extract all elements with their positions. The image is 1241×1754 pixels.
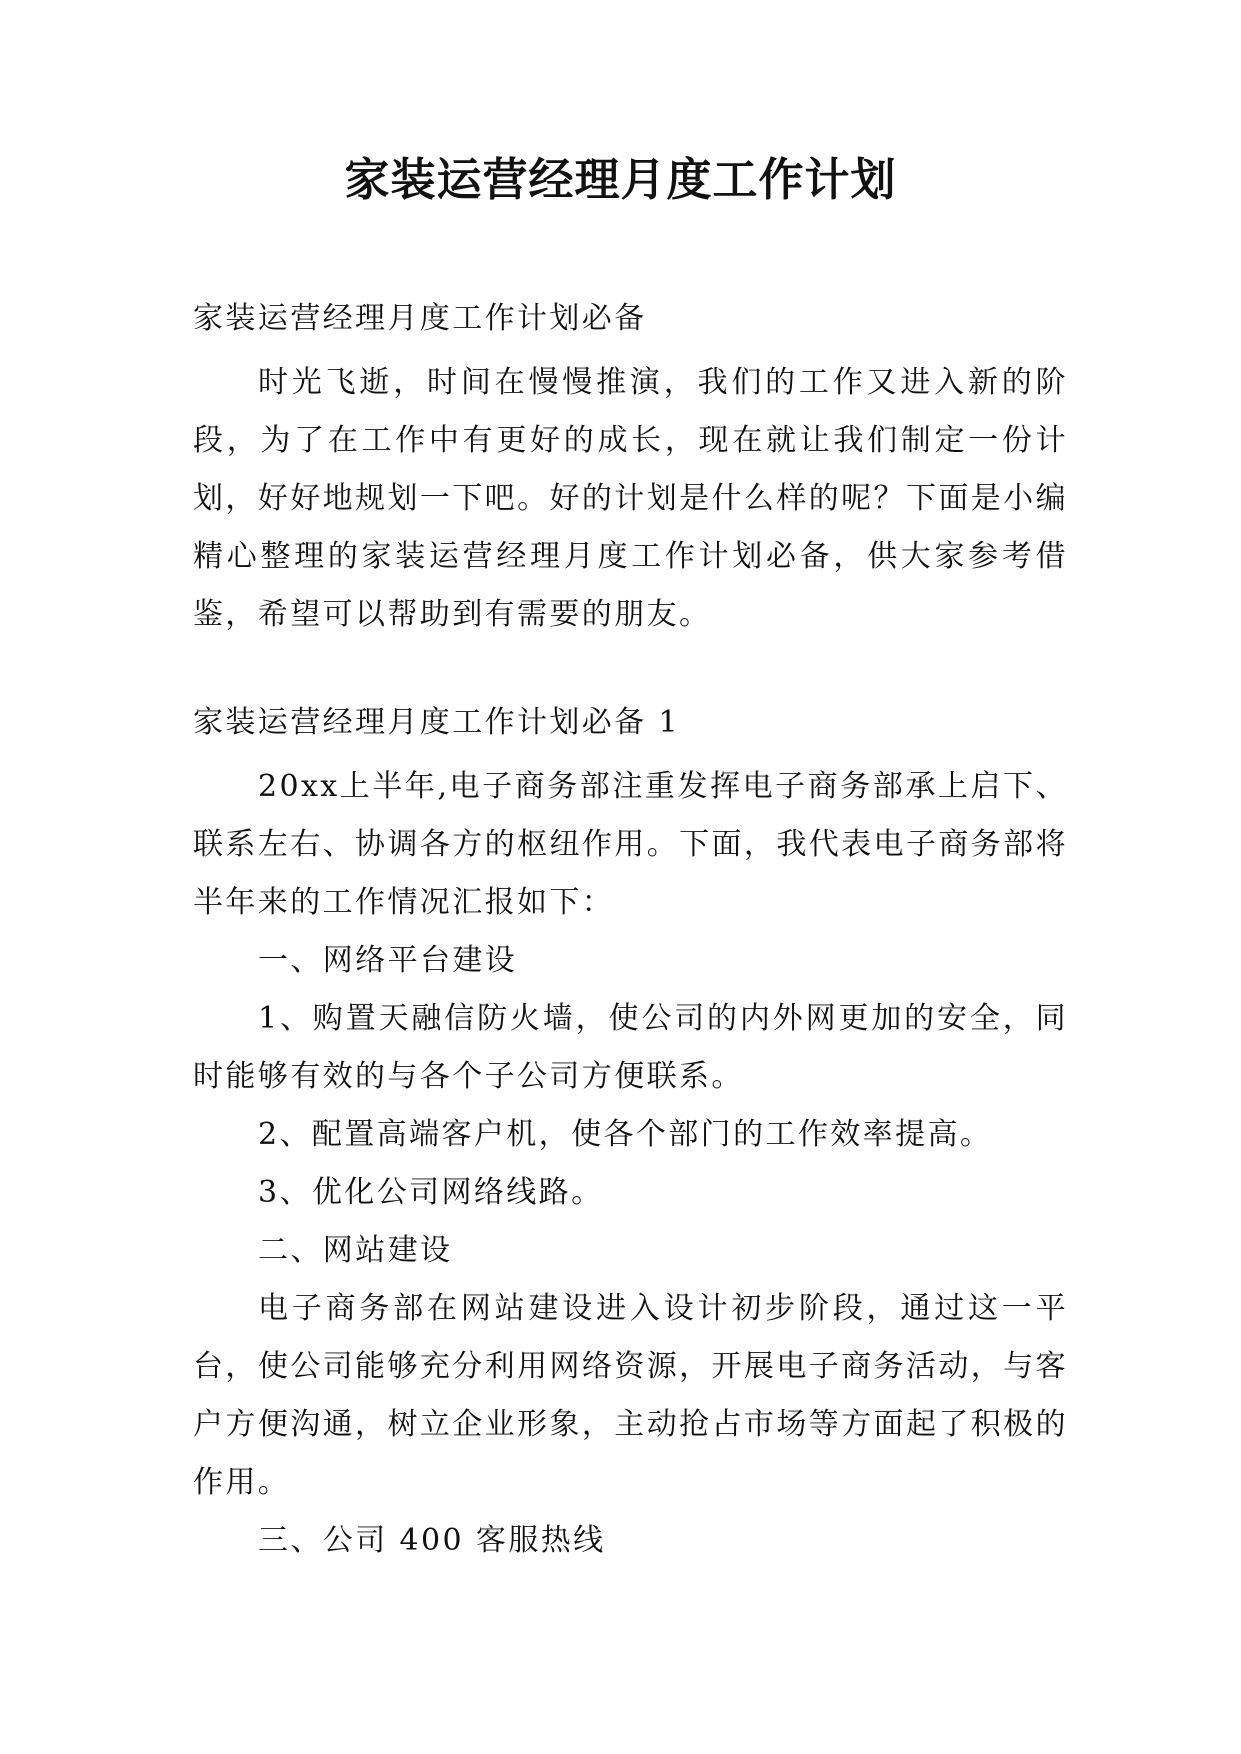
list-item: 1、购置天融信防火墙，使公司的内外网更加的安全，同时能够有效的与各个子公司方便联系。 (193, 1001, 1068, 1094)
list-item: 3、优化公司网络线路。 (258, 1175, 604, 1210)
intro-paragraph: 时光飞逝，时间在慢慢推演，我们的工作又进入新的阶段，为了在工作中有更好的成长，现在就让我们制定一份计划，好好地规划一下吧。好的计划是什么样的呢？下面是小编精心整理的家装运营经理月度工作计划必备，供大家参考借鉴，希望可以帮助到有需要的朋友。 (193, 365, 1068, 632)
list-item: 2、配置高端客户机，使各个部门的工作效率提高。 (258, 1117, 993, 1152)
section-paragraph: 20xx上半年,电子商务部注重发挥电子商务部承上启下、联系左右、协调各方的枢纽作用。下面，我代表电子商务部将半年来的工作情况汇报如下： (193, 769, 1068, 920)
part-heading: 三、公司 400 客服热线 (258, 1523, 606, 1558)
section-paragraph: 电子商务部在网站建设进入设计初步阶段，通过这一平台，使公司能够充分利用网络资源，开展电子商务活动，与客户方便沟通，树立企业形象，主动抢占市场等方面起了积极的作用。 (193, 1291, 1068, 1500)
document-body (193, 290, 1068, 1570)
intro-heading: 家装运营经理月度工作计划必备 (193, 301, 647, 336)
section-heading: 家装运营经理月度工作计划必备 1 (193, 705, 681, 740)
part-heading: 二、网站建设 (258, 1233, 453, 1268)
document-title: 家装运营经理月度工作计划 (344, 153, 897, 206)
part-heading: 一、网络平台建设 (258, 943, 518, 978)
